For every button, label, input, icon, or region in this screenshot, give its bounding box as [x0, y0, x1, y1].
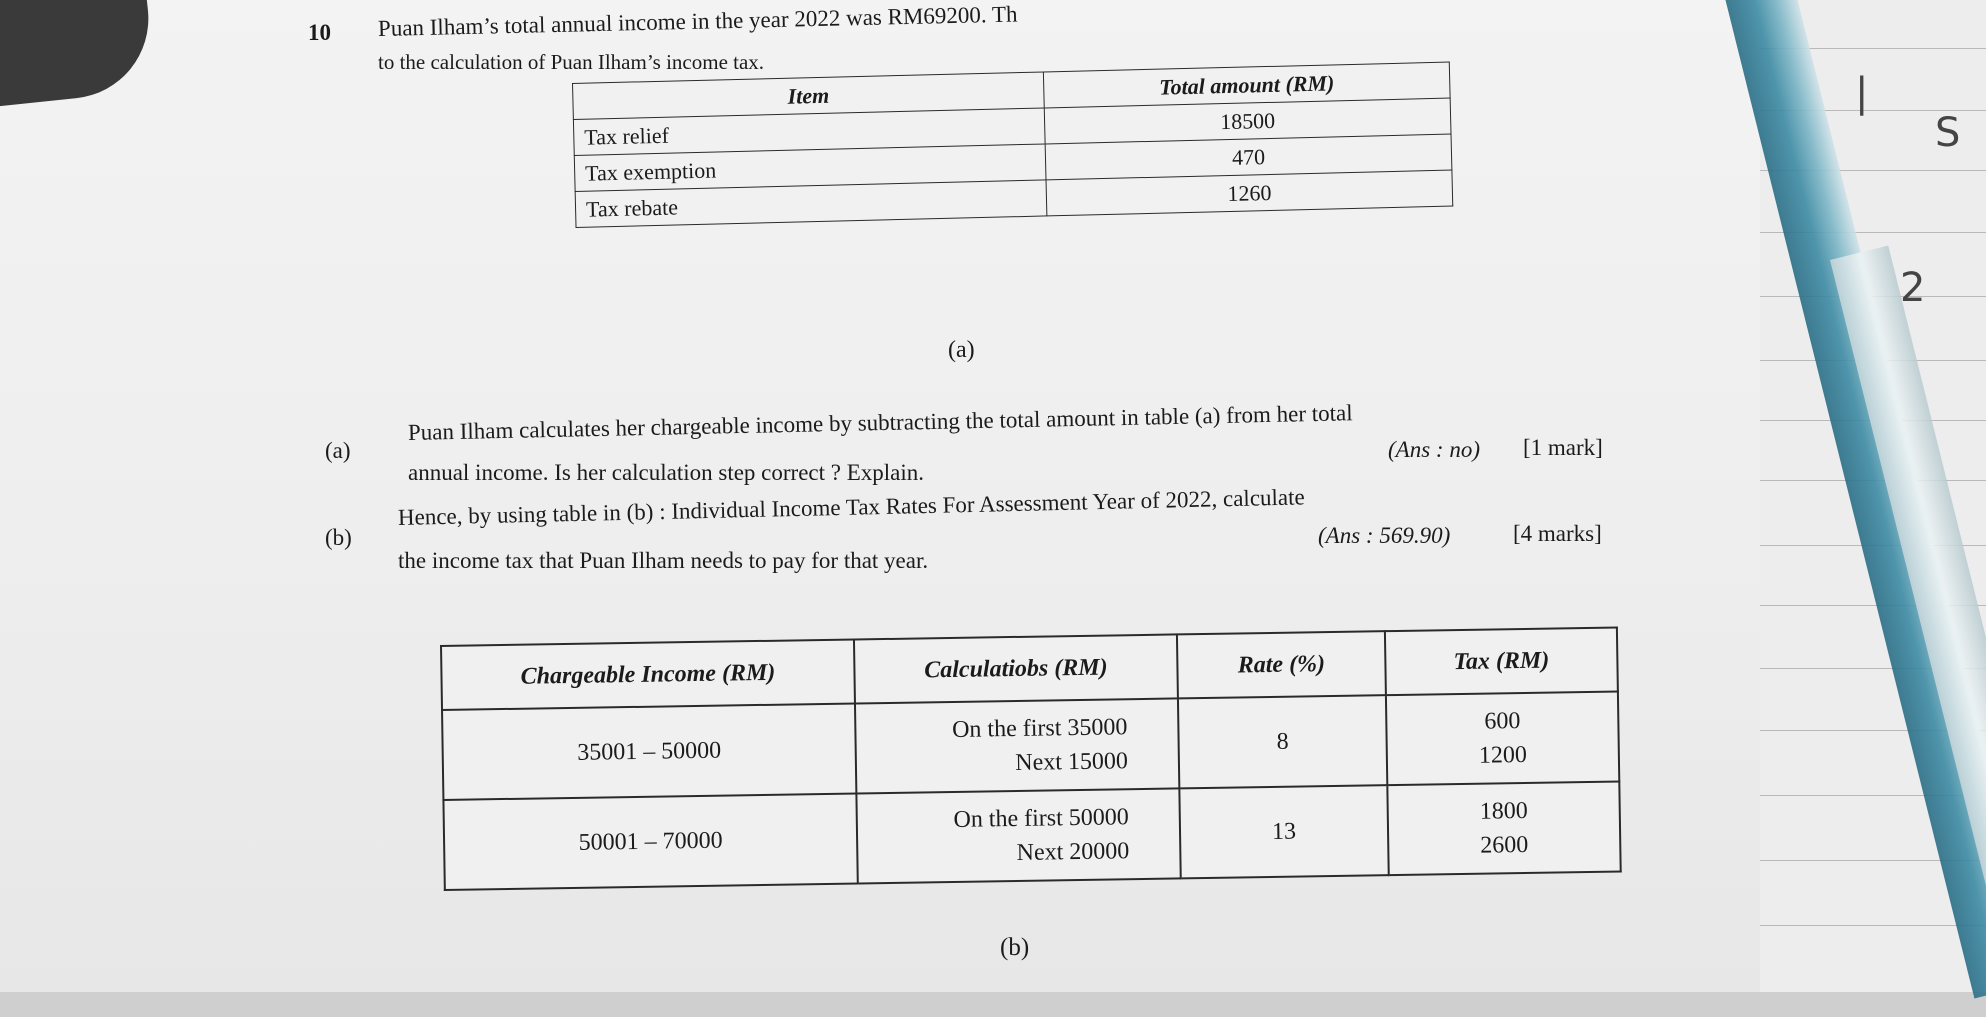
table-row	[443, 781, 1620, 889]
table-b-tax-line2: 2600	[1480, 831, 1529, 859]
table-b-income: 50001 – 70000	[443, 793, 857, 889]
part-b-label: (b)	[325, 525, 352, 550]
table-a-amount: 1260	[1046, 170, 1453, 216]
table-b-calculation	[856, 788, 1180, 883]
part-a-marks: [1 mark]	[1523, 435, 1603, 460]
table-b-header-income: Chargeable Income (RM)	[441, 639, 855, 709]
question-intro-line2: to the calculation of Puan Ilham’s income tax.	[378, 50, 765, 74]
ruled-line	[1760, 925, 1986, 926]
part-b-answer: (Ans : 569.90)	[1318, 523, 1451, 548]
table-a-caption: (a)	[948, 337, 975, 363]
table-a-amount: 18500	[1044, 98, 1451, 144]
table-b-calculation	[855, 698, 1179, 793]
handwriting-mark: |	[1855, 70, 1869, 116]
table-a-item: Tax rebate	[575, 180, 1047, 227]
table-b-calc-line1: On the first 50000	[953, 804, 1129, 833]
table-a	[572, 62, 1453, 228]
table-b-calc-line2: Next 15000	[1015, 748, 1129, 776]
part-a-label: (a)	[325, 438, 351, 463]
table-b-header-calc: Calculatiobs (RM)	[854, 634, 1178, 703]
table-b-calc-line1: On the first 35000	[951, 714, 1128, 743]
table-a-header-item: Item	[573, 72, 1045, 119]
question-intro-line1: Puan Ilham’s total annual income in the year 2022 was RM69200. Th	[377, 1, 1018, 41]
table-b-calc-line2: Next 20000	[1016, 838, 1130, 866]
part-a-answer: (Ans : no)	[1388, 437, 1480, 462]
part-a-line2: annual income. Is her calculation step correct ? Explain.	[408, 460, 925, 485]
table-b-tax-line1: 1800	[1479, 797, 1528, 825]
table-a-item: Tax relief	[573, 108, 1045, 155]
table-b-header-tax: Tax (RM)	[1385, 628, 1618, 696]
table-b-tax	[1387, 781, 1620, 875]
table-b-tax-line2: 1200	[1478, 741, 1528, 769]
table-b-rate: 13	[1179, 785, 1388, 878]
question-number: 10	[308, 20, 331, 45]
table-a-header-amount: Total amount (RM)	[1043, 62, 1450, 108]
table-a-amount: 470	[1045, 134, 1452, 180]
table-b-header-rate: Rate (%)	[1177, 631, 1386, 698]
handwriting-mark: 2	[1900, 265, 1926, 311]
table-b-tax-line1: 600	[1484, 708, 1521, 735]
table-b	[440, 626, 1622, 890]
part-b-line2: the income tax that Puan Ilham needs to pay for that year.	[398, 548, 929, 573]
part-a-line1: Puan Ilham calculates her chargeable income by subtracting the total amount in table (a) from her total	[407, 400, 1353, 445]
part-b-marks: [4 marks]	[1513, 521, 1602, 546]
table-b-rate: 8	[1178, 695, 1387, 788]
table-b-income: 35001 – 50000	[442, 703, 856, 799]
table-b-caption: (b)	[1000, 934, 1030, 961]
table-a-item: Tax exemption	[574, 144, 1046, 191]
handwriting-mark: S	[1935, 110, 1961, 156]
table-b-tax	[1386, 692, 1619, 786]
part-b-line1: Hence, by using table in (b) : Individual Income Tax Rates For Assessment Year of 2022, calculate	[397, 484, 1305, 530]
